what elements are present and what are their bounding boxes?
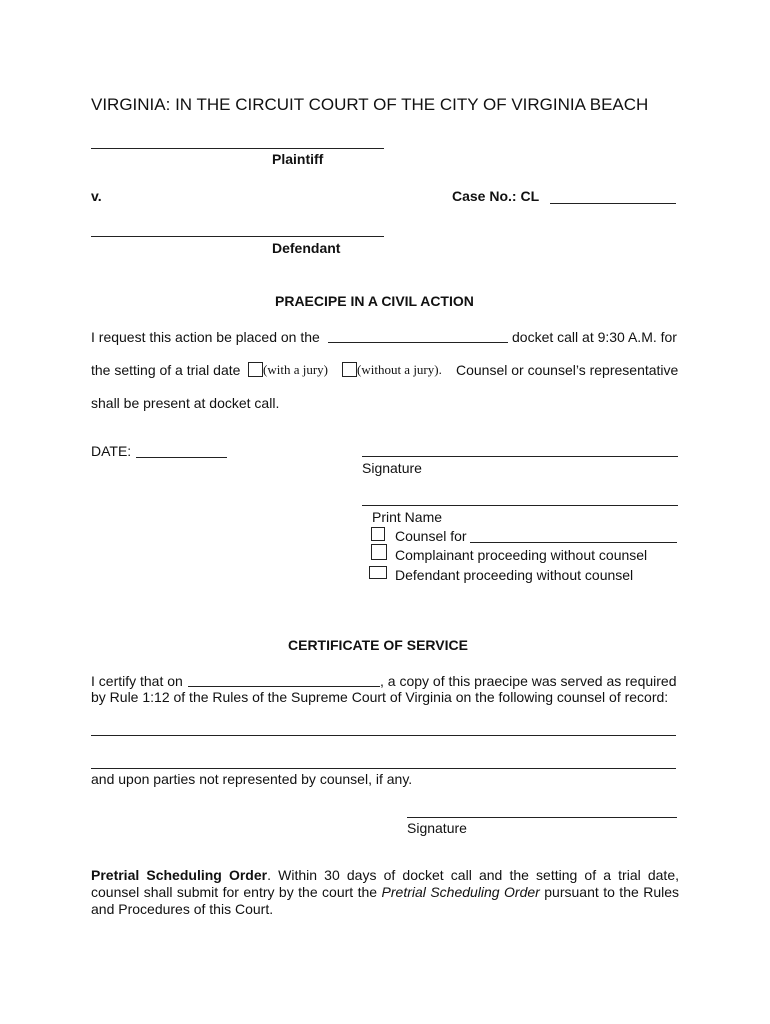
praecipe-line3: shall be present at docket call.	[91, 395, 280, 411]
versus-label: v.	[91, 188, 102, 204]
without-jury-label: (without a jury).	[357, 362, 442, 377]
certificate-line2: by Rule 1:12 of the Rules of the Supreme Court of Virginia on the following counsel of record:	[91, 689, 669, 705]
case-no-field[interactable]	[550, 203, 676, 204]
with-jury-checkbox[interactable]	[248, 362, 263, 377]
praecipe-line2-end: Counsel or counsel’s representative	[456, 362, 679, 378]
with-jury-label: (with a jury)	[263, 362, 328, 377]
date-field[interactable]	[136, 457, 227, 458]
praecipe-line1-end: docket call at 9:30 A.M. for	[512, 329, 677, 345]
defendant-label: Defendant	[272, 240, 341, 256]
pretrial-italic: Pretrial Scheduling Order	[381, 884, 540, 900]
plaintiff-label: Plaintiff	[272, 151, 324, 167]
defendant-line[interactable]	[91, 236, 384, 237]
court-title: VIRGINIA: IN THE CIRCUIT COURT OF THE CITY OF VIRGINIA BEACH	[91, 95, 649, 114]
praecipe-line1-start: I request this action be placed on the	[91, 329, 320, 345]
print-name-line[interactable]	[362, 505, 678, 506]
pretrial-text-a: . Within 30 days of docket call and the setting of a trial date, counsel shall submit for entry by the court the	[91, 867, 679, 900]
without-jury-checkbox[interactable]	[342, 362, 357, 377]
pretrial-text-b: pursuant to the Rules and Procedures of this Court.	[91, 884, 679, 917]
certificate-signature-label: Signature	[407, 820, 467, 836]
docket-call-date-field[interactable]	[328, 342, 508, 343]
praecipe-heading: PRAECIPE IN A CIVIL ACTION	[275, 293, 474, 309]
plaintiff-line[interactable]	[91, 148, 384, 149]
signature-label: Signature	[362, 460, 422, 476]
unrepresented-parties-text: and upon parties not represented by counsel, if any.	[91, 771, 413, 787]
complainant-checkbox[interactable]	[371, 544, 387, 560]
defendant-option-label: Defendant proceeding without counsel	[395, 567, 634, 583]
counsel-for-field[interactable]	[470, 542, 677, 543]
defendant-checkbox[interactable]	[369, 566, 387, 579]
complainant-label: Complainant proceeding without counsel	[395, 547, 648, 563]
praecipe-line2-start: the setting of a trial date	[91, 362, 241, 378]
date-label: DATE:	[91, 443, 132, 459]
counsel-for-checkbox[interactable]	[371, 527, 385, 541]
certificate-line1-start: I certify that on	[91, 673, 183, 689]
certificate-heading: CERTIFICATE OF SERVICE	[288, 637, 468, 653]
counsel-of-record-line-1[interactable]	[91, 735, 676, 736]
certificate-signature-line[interactable]	[407, 817, 677, 818]
counsel-for-label: Counsel for	[395, 528, 467, 544]
pretrial-lead: Pretrial Scheduling Order	[91, 867, 268, 883]
counsel-of-record-line-2[interactable]	[91, 768, 676, 769]
certificate-line1-end: , a copy of this praecipe was served as required	[380, 673, 677, 689]
case-no-label: Case No.: CL	[452, 188, 540, 204]
pretrial-paragraph	[91, 867, 679, 918]
print-name-label: Print Name	[372, 509, 443, 525]
signature-line[interactable]	[362, 456, 678, 457]
service-date-field[interactable]	[188, 686, 380, 687]
